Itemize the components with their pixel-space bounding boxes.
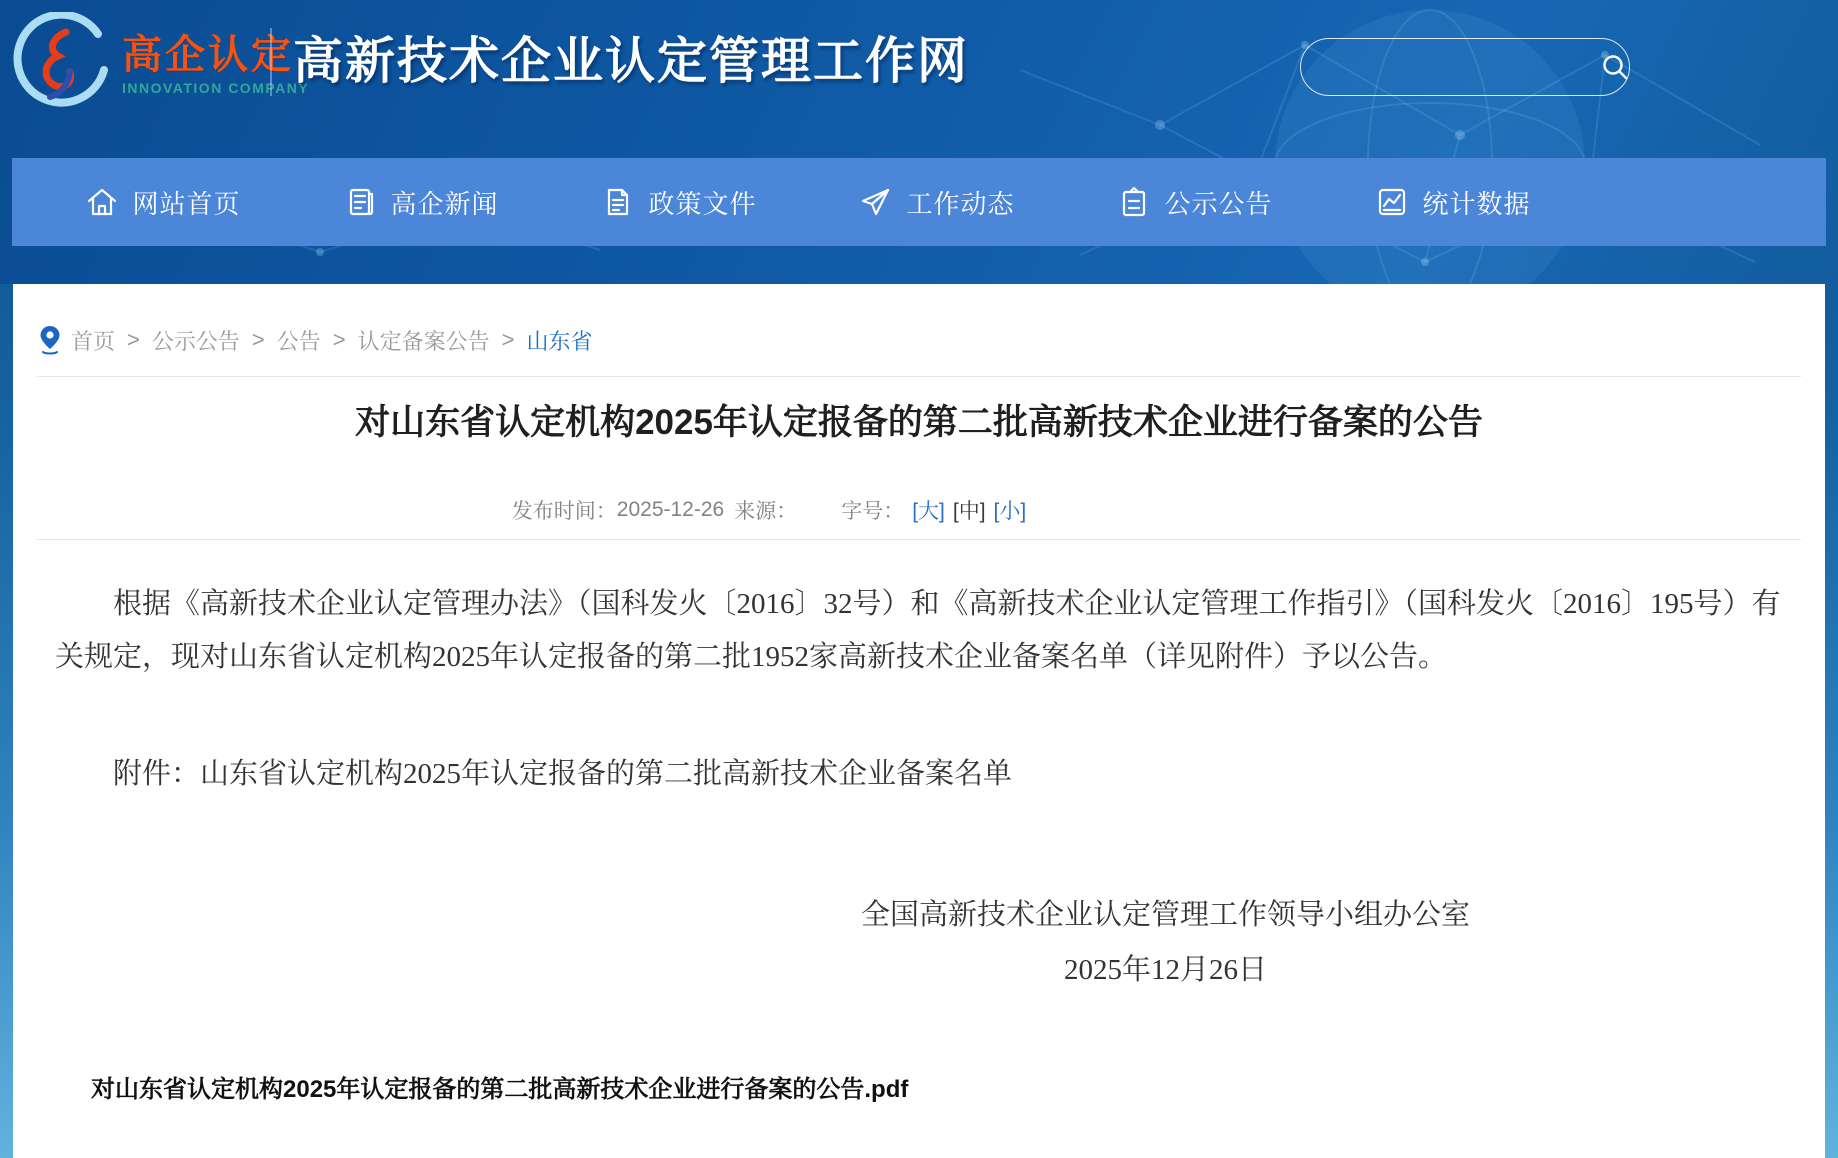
nav-label: 公示公告	[1164, 188, 1273, 219]
announcement-paragraph: 根据《高新技术企业认定管理办法》（国科发火〔2016〕32号）和《高新技术企业认定管理工作指引》（国科发火〔2016〕195号）有关规定，现对山东省认定机构2025年认定报备的第二批1952家高新技术企业备案名单（详见附件）予以公告。	[55, 588, 1781, 673]
policy-doc-icon	[601, 185, 635, 219]
nav-label: 高企新闻	[390, 188, 499, 219]
signature-date: 2025年12月26日	[1063, 954, 1267, 986]
article-title: 对山东省认定机构2025年认定报备的第二批高新技术企业进行备案的公告	[355, 403, 1483, 442]
clipboard-icon	[1117, 185, 1151, 219]
breadcrumb-filing-notice[interactable]: 认定备案公告	[357, 328, 490, 354]
signature-office: 全国高新技术企业认定管理工作领导小组办公室	[860, 899, 1470, 931]
attachment-line: 附件：山东省认定机构2025年认定报备的第二批高新技术企业备案名单	[113, 758, 1013, 790]
breadcrumb	[13, 314, 1825, 354]
attachment-link-row	[13, 1069, 1825, 1104]
content-panel	[13, 284, 1825, 1158]
home-icon	[85, 185, 119, 219]
site-header	[0, 0, 1838, 158]
font-size-label: 字号：	[841, 500, 905, 523]
publish-time-label: 发布时间：	[511, 500, 617, 523]
logo-text	[122, 33, 309, 96]
nav-item-home[interactable]	[34, 158, 292, 246]
font-size-large-button[interactable]: [大]	[912, 500, 945, 523]
logo-swoosh-icon	[10, 12, 114, 116]
breadcrumb-home[interactable]: 首页	[71, 328, 116, 354]
brand-subtitle: INNOVATION COMPANY	[122, 79, 310, 96]
breadcrumb-separator: >	[332, 327, 346, 352]
signature-block	[861, 889, 1470, 997]
breadcrumb-separator: >	[251, 327, 265, 352]
source-label: 来源：	[734, 500, 798, 523]
publish-date: 2025-12-26	[616, 498, 725, 521]
nav-label: 网站首页	[132, 188, 241, 219]
nav-label: 工作动态	[906, 188, 1015, 219]
title-divider	[37, 539, 1801, 540]
nav-item-work[interactable]	[808, 158, 1066, 246]
breadcrumb-separator: >	[501, 327, 515, 352]
article-meta	[0, 495, 1675, 525]
news-icon	[343, 185, 377, 219]
header-backdrop	[0, 0, 1838, 284]
font-size-medium-button[interactable]: [中]	[952, 500, 986, 523]
search-box[interactable]	[1300, 38, 1630, 96]
nav-item-news[interactable]	[292, 158, 550, 246]
search-input[interactable]	[1301, 39, 1600, 95]
main-nav	[12, 158, 1826, 246]
nav-label: 政策文件	[648, 188, 757, 219]
attachment-pdf-link[interactable]: 对山东省认定机构2025年认定报备的第二批高新技术企业进行备案的公告.pdf	[91, 1076, 909, 1103]
nav-item-announcements[interactable]	[1066, 158, 1324, 246]
location-pin-icon	[39, 325, 61, 355]
nav-label: 统计数据	[1422, 188, 1531, 219]
breadcrumb-current-shandong[interactable]: 山东省	[526, 328, 593, 354]
breadcrumb-announcements[interactable]: 公示公告	[151, 328, 240, 354]
brand-name: 高企认定	[122, 31, 294, 77]
logo[interactable]	[10, 12, 309, 116]
site-title: 高新技术企业认定管理工作网	[293, 33, 969, 89]
search-icon[interactable]	[1600, 52, 1630, 82]
nav-item-policy[interactable]	[550, 158, 808, 246]
breadcrumb-separator: >	[127, 327, 140, 352]
nav-item-statistics[interactable]	[1324, 158, 1582, 246]
breadcrumb-divider	[37, 376, 1801, 377]
breadcrumb-notice[interactable]: 公告	[276, 328, 321, 354]
header-divider	[270, 28, 272, 96]
font-size-small-button[interactable]: [小]	[993, 500, 1027, 523]
send-icon	[859, 185, 893, 219]
chart-icon	[1375, 185, 1409, 219]
